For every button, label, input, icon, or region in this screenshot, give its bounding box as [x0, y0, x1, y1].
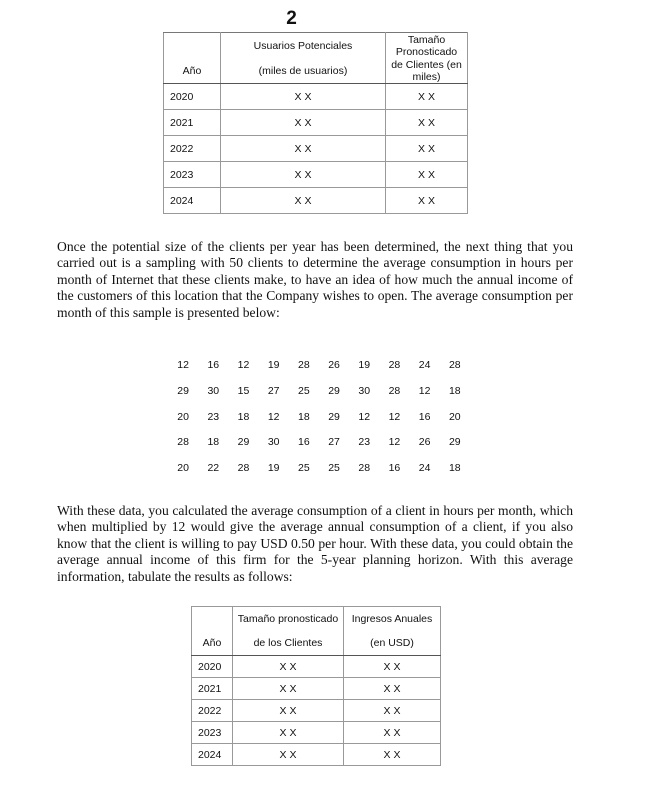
sample-value: 20	[177, 410, 189, 423]
sample-value: 29	[177, 384, 189, 397]
sample-row	[168, 385, 470, 411]
sample-value: 20	[448, 410, 461, 423]
value-cell: X X	[233, 700, 344, 722]
sample-row	[168, 462, 470, 488]
sample-value: 12	[177, 359, 189, 371]
header-year-label: Año	[164, 58, 221, 84]
sample-value: 19	[267, 359, 280, 371]
sample-value: 18	[448, 462, 461, 475]
sample-value: 25	[328, 462, 340, 475]
year-cell: 2022	[164, 136, 221, 162]
year-cell: 2024	[164, 188, 221, 214]
paragraph-sampling: Once the potential size of the clients per year has been determined, the next thing that you carried out is a sampling with 50 clients to determine the average consumption in hours per month of Internet that these clients make, to have an idea of how much the annual income of the customers of this location that the Company wishes to open. The average consumption per month of this sample is presented below:	[57, 239, 573, 320]
sample-value: 30	[207, 384, 220, 397]
sample-value: 28	[358, 462, 371, 475]
value-cell: X X	[233, 744, 344, 766]
value-cell: X X	[386, 136, 468, 162]
value-cell: X X	[386, 84, 468, 110]
year-cell: 2022	[192, 700, 233, 722]
annual-income-table	[191, 606, 441, 766]
sample-value: 28	[177, 436, 189, 449]
sample-value: 19	[267, 462, 280, 475]
header-year	[192, 607, 233, 632]
header-forecast-clients: Tamaño pronosticado	[233, 607, 344, 632]
sample-row	[168, 436, 470, 462]
sample-value: 18	[207, 436, 220, 449]
value-cell: X X	[386, 110, 468, 136]
value-cell: X X	[344, 722, 441, 744]
year-cell: 2021	[164, 110, 221, 136]
value-cell: X X	[221, 84, 386, 110]
header-year	[164, 33, 221, 59]
page-number: 2	[286, 8, 297, 29]
table-row	[192, 656, 441, 678]
value-cell: X X	[344, 678, 441, 700]
sample-value: 30	[267, 436, 280, 449]
sample-value: 12	[388, 410, 401, 423]
value-cell: X X	[386, 162, 468, 188]
sample-value: 18	[298, 410, 310, 423]
table-row	[164, 84, 468, 110]
year-cell: 2020	[192, 656, 233, 678]
value-cell: X X	[221, 136, 386, 162]
header-annual-income: Ingresos Anuales	[344, 607, 441, 632]
table-row	[192, 722, 441, 744]
sample-value: 27	[267, 384, 280, 397]
table-row	[164, 110, 468, 136]
sample-value: 16	[418, 410, 431, 423]
value-cell: X X	[386, 188, 468, 214]
sample-value: 24	[418, 462, 431, 475]
sample-value: 18	[448, 384, 461, 397]
table-row	[164, 136, 468, 162]
header-potential-users: Usuarios Potenciales	[221, 33, 386, 59]
year-cell: 2020	[164, 84, 221, 110]
sample-value: 29	[328, 410, 340, 423]
sample-value: 12	[388, 436, 401, 449]
value-cell: X X	[344, 656, 441, 678]
table-row	[164, 162, 468, 188]
sample-value: 29	[237, 436, 250, 449]
table-row	[164, 188, 468, 214]
value-cell: X X	[233, 678, 344, 700]
header-forecast-clients-unit: de los Clientes	[233, 631, 344, 656]
header-forecast-size-unit: de Clientes (en miles)	[386, 58, 468, 84]
value-cell: X X	[221, 162, 386, 188]
year-cell: 2023	[192, 722, 233, 744]
header-year-label: Año	[192, 631, 233, 656]
sample-value: 23	[207, 410, 220, 423]
value-cell: X X	[221, 110, 386, 136]
year-cell: 2024	[192, 744, 233, 766]
sample-value: 26	[418, 436, 431, 449]
sample-value: 23	[358, 436, 371, 449]
sample-value: 28	[388, 384, 401, 397]
year-cell: 2021	[192, 678, 233, 700]
value-cell: X X	[221, 188, 386, 214]
sample-value: 12	[358, 410, 371, 423]
table-row	[192, 744, 441, 766]
sample-value: 16	[298, 436, 310, 449]
sample-value: 28	[298, 359, 310, 371]
sample-value: 12	[267, 410, 280, 423]
sample-data-grid	[168, 359, 470, 488]
sample-value: 22	[207, 462, 220, 475]
sample-value: 28	[237, 462, 250, 475]
value-cell: X X	[233, 656, 344, 678]
sample-value: 12	[418, 384, 431, 397]
sample-value: 30	[358, 384, 371, 397]
sample-value: 27	[328, 436, 340, 449]
sample-value: 26	[328, 359, 340, 371]
sample-value: 29	[448, 436, 461, 449]
sample-value: 25	[298, 462, 310, 475]
table-row	[192, 700, 441, 722]
sample-value: 16	[388, 462, 401, 475]
value-cell: X X	[344, 700, 441, 722]
sample-row	[168, 411, 470, 437]
sample-value: 29	[328, 384, 340, 397]
potential-users-table	[163, 32, 468, 214]
sample-value: 25	[298, 384, 310, 397]
header-potential-users-unit: (miles de usuarios)	[221, 58, 386, 84]
value-cell: X X	[233, 722, 344, 744]
paragraph-calculation: With these data, you calculated the average consumption of a client in hours per month, which when multiplied by 12 would give the average annual consumption of a client, if you also know that the client is willing to pay USD 0.50 per hour. With these data, you could obtain the average annual income of this firm for the 5-year planning horizon. With this average information, tabulate the results as follows:	[57, 503, 573, 584]
sample-value: 15	[237, 384, 250, 397]
sample-value: 19	[358, 359, 371, 371]
sample-value: 24	[418, 359, 431, 371]
year-cell: 2023	[164, 162, 221, 188]
sample-value: 16	[207, 359, 220, 371]
value-cell: X X	[344, 744, 441, 766]
header-annual-income-unit: (en USD)	[344, 631, 441, 656]
sample-value: 18	[237, 410, 250, 423]
sample-value: 20	[177, 462, 189, 475]
sample-value: 28	[388, 359, 401, 371]
table-row	[192, 678, 441, 700]
header-forecast-size: Tamaño Pronosticado	[386, 33, 468, 59]
sample-row	[168, 359, 470, 385]
sample-value: 28	[448, 359, 461, 371]
sample-value: 12	[237, 359, 250, 371]
